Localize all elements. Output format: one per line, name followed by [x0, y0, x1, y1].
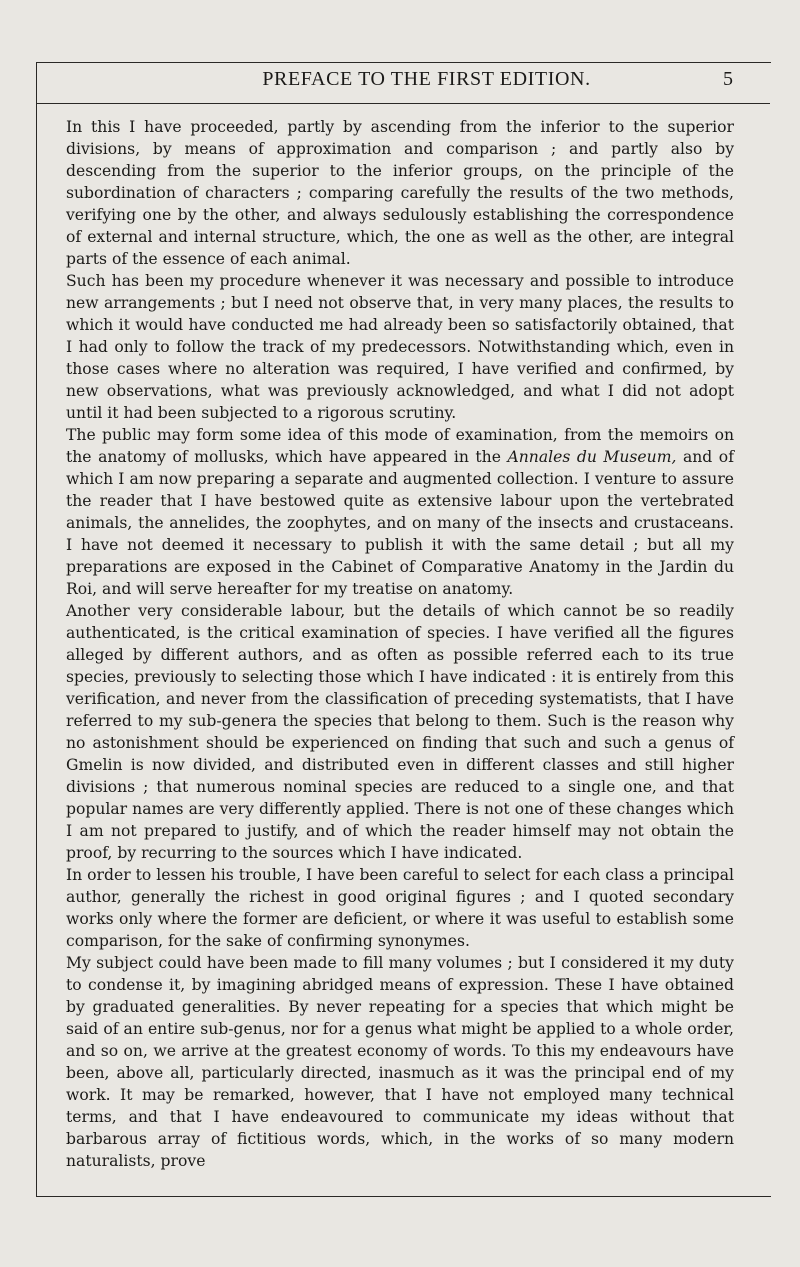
paragraph: In this I have proceeded, partly by ascending from the inferior to the superior divisions, by means of approximation and comparison ; and partly also by descending from the superior to the inferior groups, on the principle of the subordination of characters ; comparing carefully the results of the two methods, verifying one by the other, and always sedulously establishing the correspondence of external and internal structure, which, the one as well as the other, are integral parts of the essence of each animal. — [66, 118, 734, 268]
paragraph: In order to lessen his trouble, I have been careful to select for each class a principal author, generally the richest in good original figures ; and I quoted secondary works only where the former are deficient, or where it was useful to establish some comparison, for the sake of confirming synonymes. — [66, 866, 734, 950]
paragraph: Another very considerable labour, but the details of which cannot be so readily authenticated, is the critical examination of species. I have verified all the figures alleged by different authors, and as often as possible referred each to its true species, previously to selecting those which I have indicated : it is entirely from this verification, and never from the classification of preceding systematists, that I have referred to my sub-genera the species that belong to them. Such is the reason why no astonishment should be experienced on finding that such and such a genus of Gmelin is now divided, and distributed even in different classes and still higher divisions ; that numerous nominal species are reduced to a single one, and that popular names are very differently applied. There is not one of these changes which I am not prepared to justify, and of which the reader himself may not obtain the proof, by recurring to the sources which I have indicated. — [66, 602, 734, 862]
running-head: PREFACE TO THE FIRST EDITION. — [262, 68, 591, 90]
body-text — [66, 116, 734, 1172]
page-number: 5 — [723, 68, 733, 90]
paragraph — [66, 424, 734, 600]
paragraph-text: The public may form some idea of this mode of examination, from the memoirs on the anatomy of mollusks, which have appeared in the — [66, 426, 734, 466]
journal-title: Annales du Museum, — [507, 448, 677, 466]
header-rule — [36, 103, 770, 104]
paragraph-text: and of which I am now preparing a separate and augmented collection. I venture to assure the reader that I have bestowed quite as extensive labour upon the vertebrated animals, the annelides, the zoophytes, and on many of the insects and crustaceans. I have not deemed it necessary to publish it with the same detail ; but all my preparations are exposed in the Cabinet of Comparative Anatomy in the Jardin du Roi, and will serve hereafter for my treatise on anatomy. — [66, 448, 734, 598]
paragraph: Such has been my procedure whenever it was necessary and possible to introduce new arrangements ; but I need not observe that, in very many places, the results to which it would have conducted me had already been so satisfactorily obtained, that I had only to follow the track of my predecessors. Notwithstanding which, even in those cases where no alteration was required, I have verified and confirmed, by new observations, what was previously acknowledged, and what I did not adopt until it had been subjected to a rigorous scrutiny. — [66, 272, 734, 422]
paragraph: My subject could have been made to fill many volumes ; but I considered it my duty to condense it, by imagining abridged means of expression. These I have obtained by graduated generalities. By never repeating for a species that which might be said of an entire sub-genus, nor for a genus what might be applied to a whole order, and so on, we arrive at the greatest economy of words. To this my endeavours have been, above all, particularly directed, inasmuch as it was the principal end of my work. It may be remarked, however, that I have not employed many technical terms, and that I have endeavoured to communicate my ideas without that barbarous array of fictitious words, which, in the works of so many modern naturalists, prove — [66, 954, 734, 1170]
page-header — [114, 66, 739, 102]
